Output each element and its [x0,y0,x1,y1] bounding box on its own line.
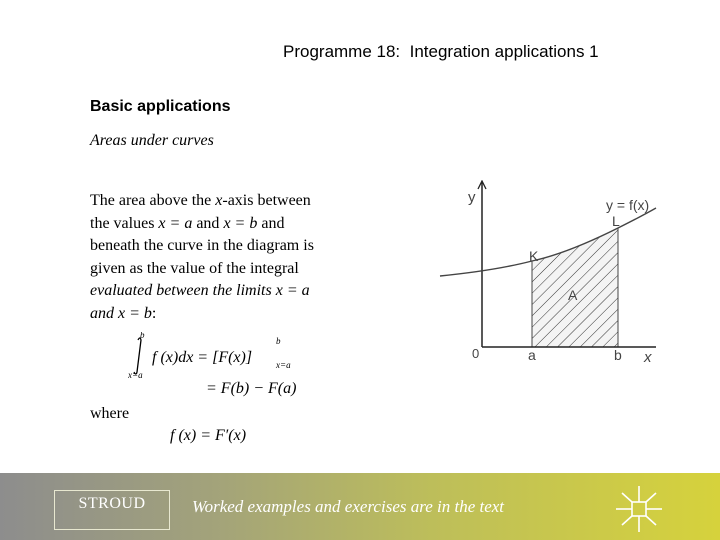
text-fragment: x = b [223,214,258,232]
section-subheading: Areas under curves [90,132,214,149]
text-fragment: x = a [158,214,193,232]
text-line: given as the value of the integral [90,259,299,277]
b-label: b [614,347,622,363]
integral-result: = F(b) − F(a) [206,380,297,397]
integral-upper-limit: b [140,332,145,340]
text-fragment: and [192,214,224,232]
area-under-curve-diagram [430,180,670,380]
integral-lower-limit: x=a [128,370,143,380]
a-label: a [528,347,536,363]
point-K-label: K [529,248,539,264]
section-heading: Basic applications [90,98,231,115]
explanation-paragraph [90,190,360,325]
page-title: Programme 18: Integration applications 1 [283,42,599,61]
text-fragment: the values [90,214,159,232]
derivative-definition: f (x) = F′(x) [170,427,247,444]
curve-label: y = f(x) [606,197,650,213]
x-axis-label: x [644,349,652,366]
text-fragment: and [257,214,285,232]
stroud-brand: STROUD [54,490,170,530]
footer-note: Worked examples and exercises are in the text [192,497,505,516]
text-fragment: x = b [118,304,152,322]
y-axis-label: y [468,189,476,206]
text-fragment: : [151,304,157,322]
bracket-lower-limit: x=a [276,360,291,370]
compass-star-icon [612,484,666,534]
bracket-upper-limit: b [276,336,281,346]
origin-label: 0 [472,346,480,361]
text-fragment: and [90,304,118,322]
integral-expression: f (x)dx = [F(x)] [152,349,253,366]
integral-equation [128,332,328,380]
point-L-label: L [612,213,620,229]
text-fragment: -axis between [222,192,311,209]
text-fragment: x [215,192,223,209]
area-label: A [568,287,578,303]
text-line: evaluated between the limits x = a [90,282,310,299]
text-line: beneath the curve in the diagram is [90,237,314,254]
where-label: where [90,405,130,422]
text-fragment: The area above the [90,192,216,209]
